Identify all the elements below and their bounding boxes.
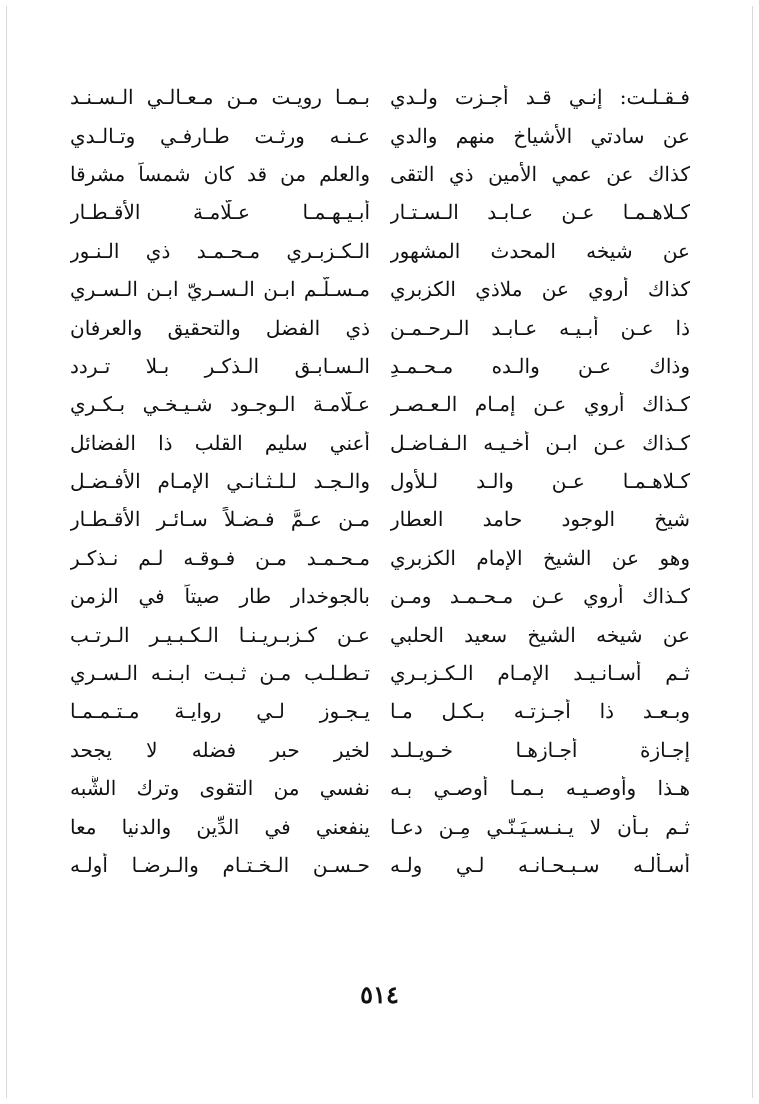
verse-second-hemistich: حـسـن الـخـتـام والـرضـا أولـه [70,853,370,877]
verse-couplet [70,500,690,538]
verse-couplet [70,539,690,577]
verse-second-hemistich: عـنـه ورثـت طـارفـي وتـالـدي [70,123,370,148]
page-edge-left [6,6,7,1098]
verse-first-hemistich: كـلاهـمـا عـن والـد لـلأول [390,469,690,494]
verse-first-hemistich: كـذاك عـن ابـن أخـيـه الـفـاضـل [390,430,690,455]
verse-couplet [70,424,690,462]
verse-second-hemistich: ذي الفضل والتحقيق والعرفان [70,315,370,340]
verse-first-hemistich: عن شيخه الشيخ سعيد الحلبي [390,622,690,647]
verse-first-hemistich: كـذاك أروي عـن مـحـمـد ومـن [390,584,690,609]
verse-couplet [70,78,690,116]
verse-couplet [70,654,690,692]
verse-first-hemistich: عن شيخه المحدث المشهور [390,238,690,263]
verse-second-hemistich: مـسـلّـم ابـن الـسـريّ ابـن الـسـري [70,277,370,302]
verse-first-hemistich: وذاك عـن والـده مـحـمـدِ [390,353,690,378]
verse-second-hemistich: والـجـد لـلـثـانـي الإمـام الأفـضـل [70,469,370,494]
verse-couplet [70,577,690,615]
verse-couplet [70,846,690,884]
verse-second-hemistich: أعني سليم القلب ذا الفضائل [70,430,370,455]
verse-second-hemistich: بـمـا رويـت مـن مـعـالـي الـسـنـد [70,85,370,110]
verse-second-hemistich: والعلم من قد كان شمساً مشرقا [70,161,370,186]
verse-couplet [70,615,690,653]
verse-first-hemistich: كذاك أروي عن ملاذي الكزبري [390,277,690,302]
verse-couplet [70,347,690,385]
verse-first-hemistich: كـلاهـمـا عـن عـابـد الـسـتـار [390,200,690,225]
verse-second-hemistich: مـن عـمَّ فـضـلاً سـائـر الأقـطـار [70,507,370,532]
verse-first-hemistich: ذا عـن أبـيـه عـابـد الـرحـمـن [390,315,690,340]
verse-couplet [70,308,690,346]
verse-second-hemistich: الـسـابـق الـذكـر بـلا تـردد [70,353,370,378]
verse-couplet [70,807,690,845]
verse-first-hemistich: فـقـلـت: إنـي قـد أجـزت ولـدي [390,85,690,110]
verse-couplet [70,731,690,769]
verse-first-hemistich: وبـعـد ذا أجـزتـه بـكـل مـا [390,699,690,724]
verse-first-hemistich: هـذا وأوصـيـه بـمـا أوصـي بـه [390,776,690,801]
verse-couplet [70,155,690,193]
verse-couplet [70,116,690,154]
verse-second-hemistich: نفسي من التقوى وترك الشُّبه [70,776,370,801]
verse-couplet [70,769,690,807]
verse-second-hemistich: يـجـوز لـي روايـة مـتـمـمـا [70,699,370,724]
verse-couplet [70,232,690,270]
verse-first-hemistich: شيخ الوجود حامد العطار [390,507,690,532]
verse-couplet [70,270,690,308]
verse-second-hemistich: الـكـزبـري مـحـمـد ذي الـنـور [70,238,370,263]
verse-first-hemistich: كذاك عن عمي الأمين ذي التقى [390,161,690,186]
verse-first-hemistich: ثـم بـأن لا يـنـسـيَـنّـي مِـن دعـا [390,814,690,839]
verse-couplet [70,385,690,423]
page-number: ٥١٤ [360,980,399,1009]
verse-second-hemistich: عـلّامـة الـوجـود شـيـخـي بـكـري [70,392,370,417]
verse-second-hemistich: أبـيـهـمـا عـلّامـة الأقـطـار [70,200,370,225]
verse-first-hemistich: إجـازة أجـازهـا خـويـلـد [390,737,690,762]
verse-second-hemistich: ينفعني في الدِّين والدنيا معا [70,814,370,839]
verse-second-hemistich: بالجوخدار طار صيتاً في الزمن [70,584,370,609]
poem-verses [70,78,690,884]
verse-couplet [70,193,690,231]
verse-first-hemistich: ثـم أسـانـيـد الإمـام الـكـزبـري [390,661,690,686]
verse-second-hemistich: تـطـلـب مـن ثـبـت ابـنـه الـسـري [70,661,370,686]
verse-couplet [70,692,690,730]
verse-first-hemistich: وهو عن الشيخ الإمام الكزبري [390,545,690,570]
verse-first-hemistich: أسـألـه سـبـحـانـه لـي ولـه [390,853,690,877]
page-edge-right [752,6,753,1098]
verse-second-hemistich: عـن كـزبـريـنـا الـكـبـيـر الـرتـب [70,622,370,647]
verse-couplet [70,462,690,500]
verse-second-hemistich: لخير حبر فضله لا يجحد [70,737,370,762]
verse-first-hemistich: كـذاك أروي عـن إمـام الـعـصـرِ [390,392,690,417]
verse-first-hemistich: عن سادتي الأشياخ منهم والدي [390,123,690,148]
verse-second-hemistich: مـحـمـد مـن فـوقـه لـم نـذكـر [70,545,370,570]
